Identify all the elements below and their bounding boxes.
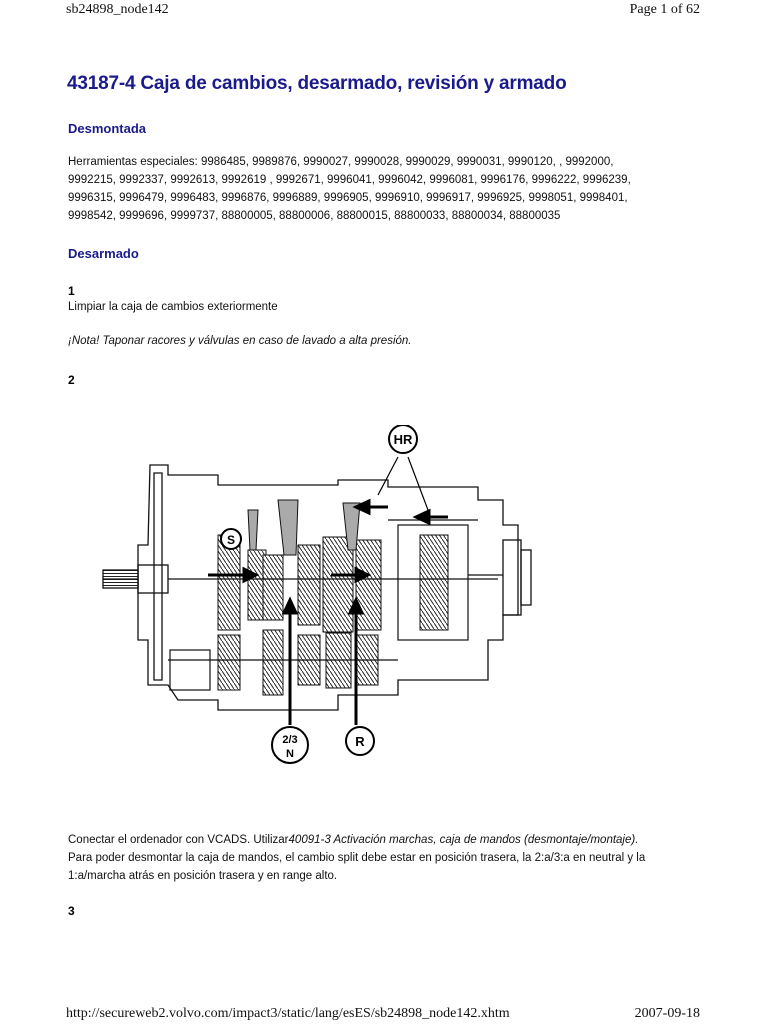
callout-hr: HR [393, 432, 413, 447]
footer-url: http://secureweb2.volvo.com/impact3/static/lang/esES/sb24898_node142.xhtm [66, 1006, 510, 1021]
page-title: 43187-4 Caja de cambios, desarmado, revisión y armado [67, 73, 567, 94]
step-number-2: 2 [68, 373, 75, 387]
page-number: Page 1 of 62 [629, 2, 700, 17]
step-1-note: ¡Nota! Taponar racores y válvulas en caso de lavado a alta presión. [68, 335, 412, 347]
tools-line: 9998542, 9999696, 9999737, 88800005, 88800006, 88800015, 88800033, 88800034, 88800035 [68, 210, 561, 222]
step-1-text: Limpiar la caja de cambios exteriormente [68, 301, 278, 313]
procedure-reference-link[interactable]: 40091-3 Activación marchas, caja de mandos (desmontaje/montaje). [288, 834, 639, 846]
step-2-text [68, 831, 708, 885]
step-2-line: 1:a/marcha atrás en posición trasera y en range alto. [68, 870, 338, 882]
callout-r: R [355, 734, 365, 749]
tools-line: Herramientas especiales: 9986485, 9989876, 9990027, 9990028, 9990029, 9990031, 9990120, , 9992000, [68, 156, 614, 168]
callout-n: N [286, 748, 294, 760]
step-2-line: Para poder desmontar la caja de mandos, el cambio split debe estar en posición trasera, la 2:a/3:a en neutral y la [68, 852, 646, 864]
gearbox-diagram [98, 425, 558, 770]
tools-line: 9992215, 9992337, 9992613, 9992619 , 9992671, 9996041, 9996042, 9996081, 9996176, 9996222, 9996239, [68, 174, 631, 186]
special-tools-list [68, 153, 708, 225]
tools-line: 9996315, 9996479, 9996483, 9996876, 9996889, 9996905, 9996910, 9996917, 9996925, 9998051, 9998401, [68, 192, 628, 204]
section-disassembly-heading: Desarmado [68, 246, 139, 261]
step-2-line: Conectar el ordenador con VCADS. Utilizar40091-3 Activación marchas, caja de mandos (desmontaje/montaje). [68, 834, 639, 846]
step-number-3: 3 [68, 904, 75, 918]
section-removed-heading: Desmontada [68, 121, 147, 136]
callout-s: S [226, 533, 236, 547]
footer-date: 2007-09-18 [634, 1006, 700, 1021]
page-header-left: sb24898_node142 [66, 2, 169, 17]
callout-23: 2/3 [282, 734, 298, 746]
step-number-1: 1 [68, 284, 75, 298]
